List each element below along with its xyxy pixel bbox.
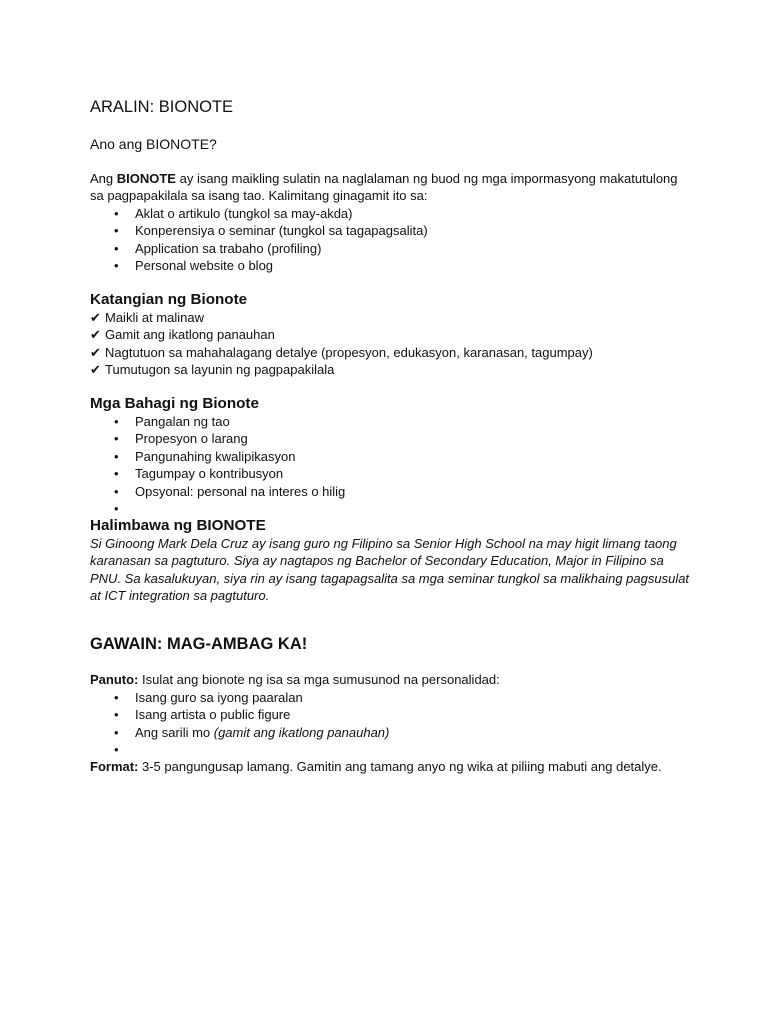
intro-paragraph — [90, 170, 690, 205]
checkmark-icon: ✔ — [90, 344, 101, 360]
check-item-label: Gamit ang ikatlong panauhan — [105, 327, 275, 343]
check-item — [90, 326, 690, 343]
list-item-label: Isang guro sa iyong paaralan — [135, 689, 303, 705]
list-item-empty — [90, 741, 690, 758]
list-item — [90, 689, 690, 706]
halimbawa-heading: Halimbawa ng BIONOTE — [90, 517, 266, 535]
list-item: • Application sa trabaho (profiling) — [90, 240, 690, 257]
list-item: • Pangunahing kwalipikasyon — [90, 448, 690, 465]
document-page — [90, 96, 690, 776]
gawain-title: GAWAIN: MAG-AMBAG KA! — [90, 635, 308, 654]
list-item: • Personal website o blog — [90, 257, 690, 274]
check-item-label: Tumutugon sa layunin ng pagpapakilala — [105, 362, 335, 378]
list-item-label: Isang artista o public figure — [135, 707, 291, 723]
list-item-empty — [90, 500, 690, 517]
katangian-heading: Katangian ng Bionote — [90, 291, 248, 309]
bahagi-heading: Mga Bahagi ng Bionote — [90, 395, 259, 413]
aralin-title: ARALIN: BIONOTE — [90, 98, 234, 116]
check-item — [90, 361, 690, 378]
intro-bold-term: BIONOTE — [116, 171, 176, 186]
katangian-list — [90, 309, 690, 379]
panuto-text: Isulat ang bionote ng isa sa mga sumusunod na personalidad: — [138, 672, 500, 688]
uses-list — [90, 205, 690, 275]
list-item: • Konperensiya o seminar (tungkol sa tagapagsalita) — [90, 222, 690, 239]
list-item — [90, 706, 690, 723]
list-item: • Pangalan ng tao — [90, 413, 690, 430]
list-item: • Opsyonal: personal na interes o hilig — [90, 483, 690, 500]
question-heading: Ano ang BIONOTE? — [90, 136, 217, 152]
list-item-label: Ang sarili mo — [135, 724, 214, 740]
list-item: • Aklat o artikulo (tungkol sa may-akda) — [90, 205, 690, 222]
checkmark-icon: ✔ — [90, 309, 101, 325]
intro-after: ay isang maikling sulatin na naglalaman ng buod ng mga impormasyong makatutulong sa pagpapakilala sa isang tao. Kalimitang ginagamit ito sa: — [90, 171, 678, 204]
list-item-note: (gamit ang ikatlong panauhan) — [213, 724, 390, 740]
panuto-paragraph — [90, 671, 690, 688]
checkmark-icon: ✔ — [90, 362, 101, 378]
check-item — [90, 309, 690, 326]
format-paragraph — [90, 758, 690, 775]
check-item — [90, 344, 690, 361]
format-label: Format: — [90, 759, 139, 775]
halimbawa-text: Si Ginoong Mark Dela Cruz ay isang guro ng Filipino sa Senior High School na may higit limang taong karanasan sa pagtuturo. Siya ay nagtapos ng Bachelor of Secondary Education, Major in Filipino sa PNU. Sa kasalukuyan, siya rin ay isang tagapagsalita sa mga seminar tungkol sa malikhaing pagsusulat at ICT integration sa pagtuturo. — [90, 535, 690, 603]
list-item — [90, 724, 690, 741]
intro-before: Ang — [90, 171, 117, 186]
panuto-list — [90, 689, 690, 759]
check-item-label: Maikli at malinaw — [105, 309, 204, 325]
check-item-label: Nagtutuon sa mahahalagang detalye (propesyon, edukasyon, karanasan, tagumpay) — [105, 344, 593, 360]
list-item: • Propesyon o larang — [90, 430, 690, 447]
panuto-label: Panuto: — [90, 672, 139, 688]
list-item: • Tagumpay o kontribusyon — [90, 465, 690, 482]
checkmark-icon: ✔ — [90, 327, 101, 343]
format-text: 3-5 pangungusap lamang. Gamitin ang tamang anyo ng wika at piliing mabuti ang detalye. — [138, 759, 662, 775]
bahagi-list — [90, 413, 690, 517]
